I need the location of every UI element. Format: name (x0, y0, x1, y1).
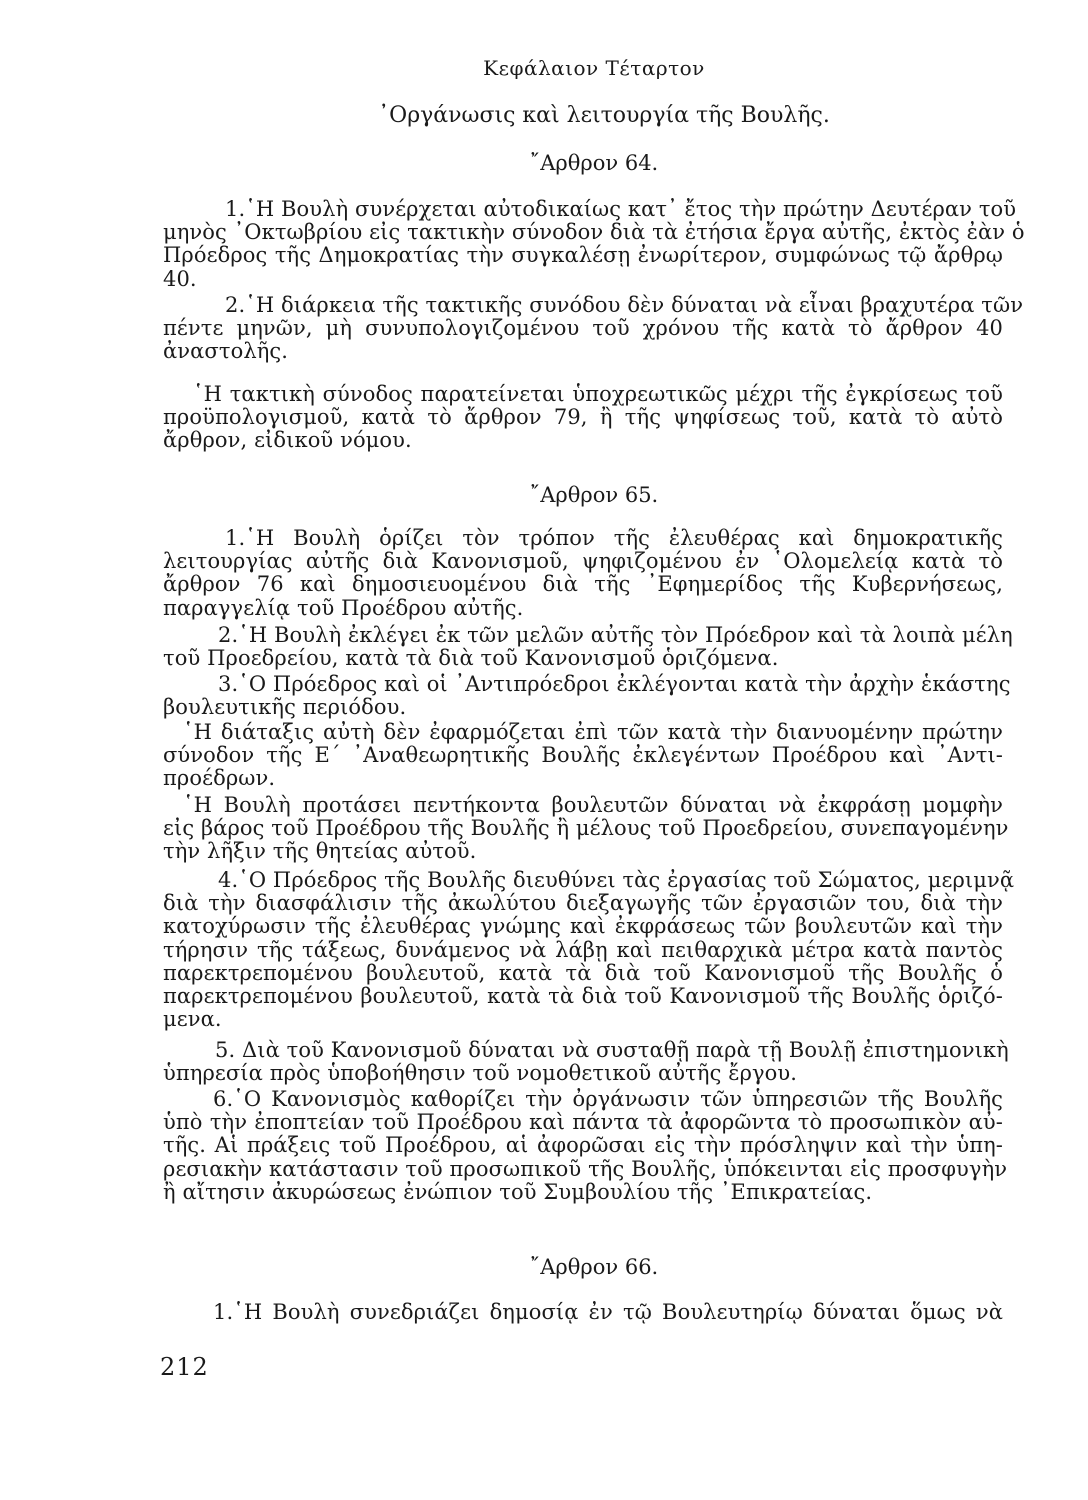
article-65-paragraph-3 (163, 672, 1011, 720)
text-line: παρεκτρεπομένου βουλευτοῦ, κατὰ τὰ διὰ τοῦ Κανονισμοῦ τῆς Βουλῆς ὁ (163, 960, 1003, 985)
text-line: σύνοδον τῆς Ε΄ ᾽Αναθεωρητικῆς Βουλῆς ἐκλεγέντων Προέδρου καὶ ᾽Αντι- (163, 743, 1003, 768)
text-line: πέντε μηνῶν, μὴ συνυπολογιζομένου τοῦ χρόνου τῆς κατὰ τὸ ἄρθρον 40 (163, 316, 1003, 341)
text-line: 1.῾Η Βουλὴ ὁρίζει τὸν τρόπον τῆς ἐλευθέρας καὶ δημοκρατικῆς (225, 526, 1003, 550)
text-line: 4.῾Ο Πρόεδρος τῆς Βουλῆς διευθύνει τὰς ἐργασίας τοῦ Σώματος, μεριμνᾷ (218, 868, 1015, 892)
text-line: λειτουργίας αὐτῆς διὰ Κανονισμοῦ, ψηφιζομένου ἐν ῾Ολομελείᾳ κατὰ τὸ (163, 549, 1003, 574)
text-line: προϋπολογισμοῦ, κατὰ τὸ ἄρθρον 79, ἢ τῆς ψηφίσεως τοῦ, κατὰ τὸ αὐτὸ (163, 405, 1003, 430)
article-65-paragraph-5 (163, 793, 1009, 864)
article-66-paragraph-1 (163, 1301, 1003, 1324)
text-line: ὑπηρεσία πρὸς ὑποβοήθησιν τοῦ νομοθετικοῦ αὐτῆς ἔργου. (163, 1061, 798, 1086)
text-line: διὰ τὴν διασφάλισιν τῆς ἀκωλύτου διεξαγωγῆς τῶν ἐργασιῶν του, διὰ τὴν (163, 891, 1003, 916)
text-line: Πρόεδρος τῆς Δημοκρατίας τὴν συγκαλέσῃ ἐνωρίτερον, συμφώνως τῷ ἄρθρῳ (163, 243, 1003, 268)
article-65-paragraph-8 (163, 1087, 1008, 1204)
article-64-paragraph-3 (163, 383, 1003, 453)
article-65-paragraph-6 (163, 868, 1015, 1032)
text-line: ἀναστολῆς. (163, 339, 289, 364)
text-line: 6.῾Ο Κανονισμὸς καθορίζει τὴν ὀργάνωσιν τῶν ὑπηρεσιῶν τῆς Βουλῆς (213, 1087, 1003, 1111)
text-line: παραγγελίᾳ τοῦ Προέδρου αὐτῆς. (163, 595, 524, 620)
text-line: τήρησιν τῆς τάξεως, δυνάμενος νὰ λάβῃ καὶ πειθαρχικὰ μέτρα κατὰ παντὸς (163, 937, 1003, 962)
text-line: τὴν λῆξιν τῆς θητείας αὐτοῦ. (163, 839, 477, 864)
article-64-heading: ῎Αρθρον 64. (529, 151, 659, 175)
article-64-paragraph-2 (163, 293, 1024, 364)
text-line: τῆς. Αἱ πράξεις τοῦ Προέδρου, αἱ ἀφορῶσαι εἰς τὴν πρόσληψιν καὶ τὴν ὑπη- (163, 1133, 1003, 1158)
article-65-paragraph-4 (163, 721, 1003, 791)
chapter-subtitle: ᾽Οργάνωσις καὶ λειτουργία τῆς Βουλῆς. (378, 103, 830, 128)
text-line: 40. (163, 266, 197, 291)
text-line: 1.῾Η Βουλὴ συνεδριάζει δημοσίᾳ ἐν τῷ Βουλευτηρίῳ δύναται ὅμως νὰ (213, 1300, 1003, 1324)
chapter-title: Κεφάλαιον Τέταρτον (483, 56, 705, 80)
text-line: κατοχύρωσιν τῆς ἐλευθέρας γνώμης καὶ ἐκφράσεως τῶν βουλευτῶν καὶ τὴν (163, 914, 1003, 939)
article-66-heading: ῎Αρθρον 66. (529, 1255, 659, 1279)
text-line: ῾Η Βουλὴ προτάσει πεντήκοντα βουλευτῶν δύναται νὰ ἐκφράσῃ μομφὴν (183, 793, 1003, 817)
text-line: 5. Διὰ τοῦ Κανονισμοῦ δύναται νὰ συσταθῇ παρὰ τῇ Βουλῇ ἐπιστημονικὴ (215, 1038, 1009, 1062)
text-line: τοῦ Προεδρείου, κατὰ τὰ διὰ τοῦ Κανονισμοῦ ὁριζόμενα. (163, 646, 779, 671)
article-65-heading: ῎Αρθρον 65. (529, 483, 659, 507)
text-line: 1.῾Η Βουλὴ συνέρχεται αὐτοδικαίως κατ᾽ ἔτος τὴν πρώτην Δευτέραν τοῦ (225, 197, 1017, 221)
text-line: ῾Η τακτικὴ σύνοδος παρατείνεται ὑποχρεωτικῶς μέχρι τῆς ἐγκρίσεως τοῦ (193, 382, 1003, 406)
text-line: 2.῾Η διάρκεια τῆς τακτικῆς συνόδου δὲν δύναται νὰ εἶναι βραχυτέρα τῶν (225, 293, 1024, 317)
text-line: παρεκτρεπομένου βουλευτοῦ, κατὰ τὰ διὰ τοῦ Κανονισμοῦ τῆς Βουλῆς ὁριζό- (163, 984, 1003, 1009)
text-line: ρεσιακὴν κατάστασιν τοῦ προσωπικοῦ τῆς Βουλῆς, ὑπόκεινται εἰς προσφυγὴν (163, 1156, 1008, 1181)
text-line: ὑπὸ τὴν ἐποπτείαν τοῦ Προέδρου καὶ πάντα τὰ ἀφορῶντα τὸ προσωπικὸν αὐ- (163, 1110, 1003, 1135)
article-64-paragraph-1 (163, 197, 1025, 291)
article-65-paragraph-7 (163, 1038, 1009, 1086)
text-line: μηνὸς ᾽Οκτωβρίου εἰς τακτικὴν σύνοδον διὰ τὰ ἐτήσια ἔργα αὐτῆς, ἐκτὸς ἐὰν ὁ (163, 220, 1025, 245)
text-line: εἰς βάρος τοῦ Προέδρου τῆς Βουλῆς ἢ μέλους τοῦ Προεδρείου, συνεπαγομένην (163, 816, 1009, 841)
page-number: 212 (160, 1353, 209, 1381)
text-line: μενα. (163, 1007, 222, 1032)
text-line: ῾Η διάταξις αὐτὴ δὲν ἐφαρμόζεται ἐπὶ τῶν κατὰ τὴν διανυομένην πρώτην (183, 720, 1003, 744)
text-line: βουλευτικῆς περιόδου. (163, 695, 407, 720)
article-65-paragraph-1 (163, 527, 1003, 620)
text-line: ἄρθρον 76 καὶ δημοσιευομένου διὰ τῆς ᾽Εφημερίδος τῆς Κυβερνήσεως, (163, 572, 1003, 597)
article-65-paragraph-2 (163, 623, 1013, 671)
text-line: 3.῾Ο Πρόεδρος καὶ οἱ ᾽Αντιπρόεδροι ἐκλέγονται κατὰ τὴν ἀρχὴν ἑκάστης (218, 672, 1011, 696)
text-line: 2.῾Η Βουλὴ ἐκλέγει ἐκ τῶν μελῶν αὐτῆς τὸν Πρόεδρον καὶ τὰ λοιπὰ μέλη (218, 623, 1013, 647)
text-line: ἢ αἴτησιν ἀκυρώσεως ἐνώπιον τοῦ Συμβουλίου τῆς ᾽Επικρατείας. (163, 1179, 873, 1204)
text-line: ἄρθρον, εἰδικοῦ νόμου. (163, 428, 412, 453)
text-line: προέδρων. (163, 766, 276, 791)
